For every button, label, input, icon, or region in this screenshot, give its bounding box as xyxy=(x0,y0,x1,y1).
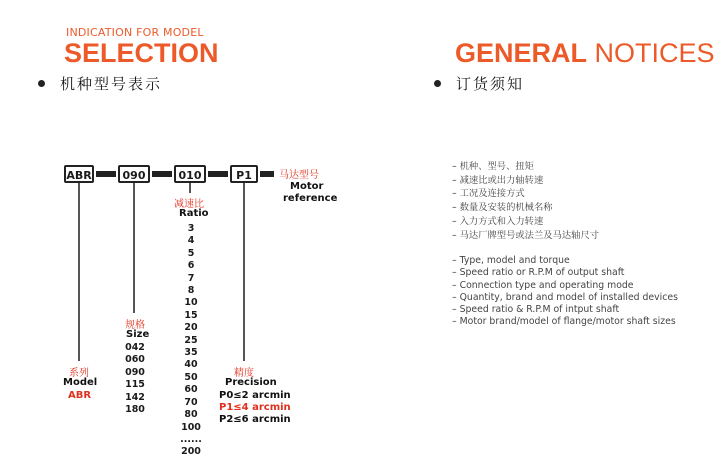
size-values-list xyxy=(122,342,148,416)
precision-value: P0≤2 arcmin xyxy=(219,390,291,401)
ratio-value: 6 xyxy=(187,260,195,272)
model-box-series: ABR xyxy=(64,165,94,183)
ratio-value: 8 xyxy=(187,285,195,297)
size-label-en: Size xyxy=(126,329,150,340)
bullet-icon xyxy=(38,80,45,87)
ratio-value: 10 xyxy=(184,297,198,309)
notice-item-cn: – 入力方式和入力转速 xyxy=(452,215,544,227)
ratio-value: 50 xyxy=(184,371,198,383)
ratio-value: 70 xyxy=(184,396,198,408)
separator-dash xyxy=(152,171,172,177)
connector-line-size xyxy=(133,183,135,313)
ratio-value: 100 xyxy=(181,421,201,433)
model-box-ratio: 010 xyxy=(174,165,206,183)
section-title-selection: SELECTION xyxy=(64,38,219,68)
connector-line-ratio xyxy=(189,183,191,193)
title-notices: NOTICES xyxy=(587,38,715,68)
size-value: 115 xyxy=(125,379,145,391)
ratio-value: 40 xyxy=(184,359,198,371)
notice-item-en: – Type, model and torque xyxy=(452,255,570,266)
ratio-value: 3 xyxy=(187,223,195,234)
notice-item-en: – Speed ratio or R.P.M of output shaft xyxy=(452,267,625,279)
ratio-value: 80 xyxy=(184,409,198,421)
section-title-general-notices xyxy=(455,40,715,67)
ratio-value: 15 xyxy=(184,309,198,321)
section-kicker: INDICATION FOR MODEL xyxy=(66,26,204,39)
size-value: 180 xyxy=(125,404,145,416)
notices-cn-list xyxy=(452,160,599,242)
notice-item-cn: – 马达厂牌型号或法兰及马达轴尺寸 xyxy=(452,229,600,241)
notices-subtitle-cn: 订货须知 xyxy=(456,75,525,93)
ratio-value: 60 xyxy=(184,384,198,396)
notice-item-cn: – 减速比或出力轴转速 xyxy=(452,174,544,186)
notices-en-list xyxy=(452,255,678,329)
precision-label-en: Precision xyxy=(225,377,277,388)
ratio-value: 200 xyxy=(181,446,201,458)
series-label-cn: 系列 xyxy=(69,368,89,379)
notice-item-en: – Connection type and operating mode xyxy=(452,279,634,291)
notice-item-cn: – 数量及安装的机械名称 xyxy=(452,202,553,214)
ratio-values-list xyxy=(178,223,204,459)
precision-value: P1≤4 arcmin xyxy=(219,402,291,413)
selection-subtitle-cn: 机种型号表示 xyxy=(60,75,163,93)
separator-dash xyxy=(96,171,116,177)
precision-label-cn: 精度 xyxy=(234,368,254,379)
notice-item-en: – Speed ratio & R.P.M of intput shaft xyxy=(452,304,620,316)
size-value: 090 xyxy=(125,366,145,378)
ratio-value: 25 xyxy=(184,334,198,346)
ratio-value: ...... xyxy=(180,433,202,445)
ratio-label-cn: 减速比 xyxy=(174,199,204,210)
connector-line-series xyxy=(78,183,80,361)
notice-item-cn: – 工况及连接方式 xyxy=(452,188,525,200)
ratio-value: 7 xyxy=(187,272,195,284)
motor-label-en: Motor xyxy=(290,181,324,192)
title-general: GENERAL xyxy=(455,38,588,68)
notice-item-en: – Motor brand/model of flange/motor shaft sizes xyxy=(452,316,676,328)
bullet-icon xyxy=(434,80,441,87)
motor-label-en2: reference xyxy=(283,193,338,204)
size-label-cn: 规格 xyxy=(125,320,145,331)
notice-item-en: – Quantity, brand and model of installed devices xyxy=(452,291,678,303)
precision-value: P2≤6 arcmin xyxy=(219,414,291,425)
ratio-value: 5 xyxy=(187,247,195,259)
ratio-value: 4 xyxy=(187,235,195,247)
motor-label-cn: 马达型号 xyxy=(279,170,319,181)
ratio-value: 20 xyxy=(184,322,198,334)
separator-dash xyxy=(260,171,274,177)
size-value: 142 xyxy=(125,391,145,403)
model-box-precision: P1 xyxy=(230,165,258,183)
connector-line-precision xyxy=(243,183,245,361)
series-label-en: Model xyxy=(63,377,98,388)
separator-dash xyxy=(208,171,228,177)
ratio-value: 35 xyxy=(184,347,198,359)
notice-item-cn: – 机种、型号、扭矩 xyxy=(452,161,534,172)
series-value: ABR xyxy=(68,390,92,401)
size-value: 060 xyxy=(125,354,145,366)
size-value: 042 xyxy=(125,342,145,353)
model-box-size: 090 xyxy=(118,165,150,183)
ratio-label-en: Ratio xyxy=(179,208,209,219)
